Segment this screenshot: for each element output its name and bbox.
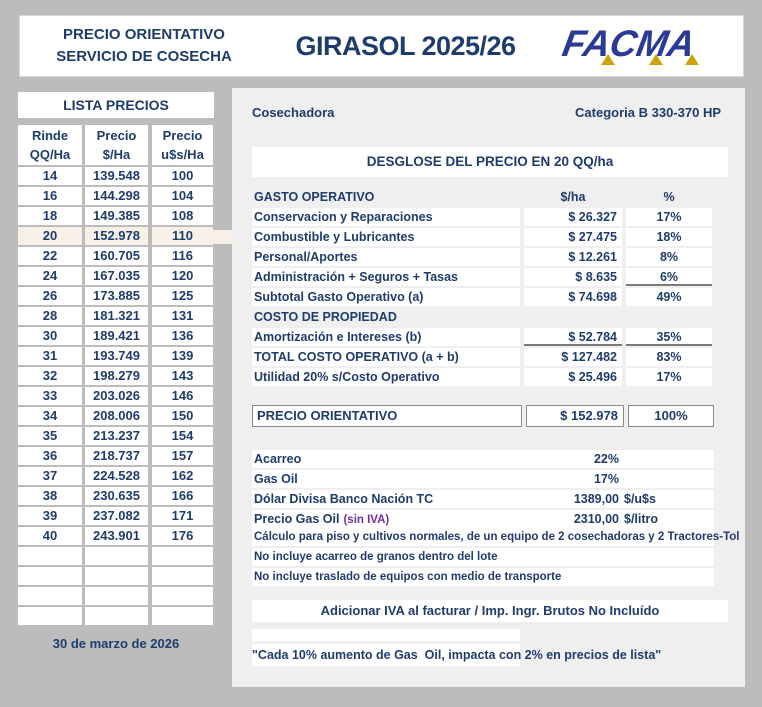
price-cell-rinde: 34	[18, 407, 82, 425]
breakdown-row	[252, 228, 714, 246]
price-row	[18, 187, 214, 205]
row-20-connector-band	[213, 230, 232, 244]
category-label: Categoria B 330-370 HP	[575, 105, 721, 120]
price-cell-rinde: 18	[18, 207, 82, 225]
breakdown-label: Subtotal Gasto Operativo (a)	[252, 288, 520, 306]
price-row	[18, 247, 214, 265]
price-cell-precio-usd: 116	[152, 247, 213, 265]
price-cell-rinde: 33	[18, 387, 82, 405]
breakdown-row	[252, 268, 714, 286]
price-cell-precio-usd: 131	[152, 307, 213, 325]
price-cell-rinde: 30	[18, 327, 82, 345]
price-cell-precio-ars: 167.035	[85, 267, 148, 285]
breakdown-label: Administración + Seguros + Tasas	[252, 268, 520, 286]
price-cell-precio-usd: 136	[152, 327, 213, 345]
param-row	[252, 490, 714, 508]
price-cell-precio-ars: 218.737	[85, 447, 148, 465]
price-cell-precio-ars: 173.885	[85, 287, 148, 305]
facma-logo	[543, 16, 743, 76]
breakdown-pct: 35%	[626, 328, 712, 346]
price-list-header-row	[18, 125, 214, 165]
breakdown-title: DESGLOSE DEL PRECIO EN 20 QQ/ha	[252, 147, 728, 177]
price-col-header-rinde	[18, 125, 82, 165]
price-row	[18, 427, 214, 445]
col-header-line: $/Ha	[102, 147, 131, 162]
breakdown-value: $ 8.635	[524, 268, 622, 286]
price-row	[18, 267, 214, 285]
gold-triangle-icon	[601, 54, 615, 65]
price-row	[18, 227, 214, 245]
price-cell-precio-usd: 104	[152, 187, 213, 205]
price-cell-precio-usd: 150	[152, 407, 213, 425]
empty-cell	[18, 587, 82, 605]
breakdown-value: $ 27.475	[524, 228, 622, 246]
breakdown-pct: 18%	[626, 228, 712, 246]
price-col-header-usd	[152, 125, 213, 165]
precio-orientativo-label: PRECIO ORIENTATIVO	[252, 405, 522, 427]
breakdown-pct: 6%	[626, 268, 712, 286]
price-cell-precio-ars: 193.749	[85, 347, 148, 365]
price-cell-rinde: 35	[18, 427, 82, 445]
price-cell-precio-ars: 198.279	[85, 367, 148, 385]
price-cell-precio-ars: 160.705	[85, 247, 148, 265]
price-cell-rinde: 32	[18, 367, 82, 385]
price-cell-rinde: 26	[18, 287, 82, 305]
price-cell-rinde: 20	[18, 227, 82, 245]
price-cell-precio-usd: 154	[152, 427, 213, 445]
price-row	[18, 407, 214, 425]
price-cell-precio-ars: 149.385	[85, 207, 148, 225]
breakdown-pct: 8%	[626, 248, 712, 266]
breakdown-label: Conservacion y Reparaciones	[252, 208, 520, 226]
gas-oil-quote: "Cada 10% aumento de Gas Oil, impacta con 2% en precios de lista"	[252, 648, 662, 662]
price-row	[18, 467, 214, 485]
param-unit: $/litro	[624, 512, 659, 526]
param-label-suffix: (sin IVA)	[343, 514, 390, 526]
empty-cell	[152, 547, 213, 565]
breakdown-row	[252, 288, 714, 306]
price-cell-rinde: 36	[18, 447, 82, 465]
breakdown-rows	[252, 208, 714, 386]
parameter-rows	[252, 450, 714, 530]
price-cell-precio-usd: 139	[152, 347, 213, 365]
price-list-title: LISTA PRECIOS	[18, 92, 214, 118]
price-row	[18, 367, 214, 385]
document-title	[20, 24, 268, 69]
param-row	[252, 510, 714, 528]
title-line1: PRECIO ORIENTATIVO	[63, 25, 225, 43]
col-header-line: Precio	[96, 128, 137, 143]
precio-orientativo-row	[252, 405, 714, 427]
param-value: 22%	[593, 452, 619, 466]
price-cell-precio-usd: 108	[152, 207, 213, 225]
price-cell-precio-ars: 152.978	[85, 227, 148, 245]
price-cell-precio-ars: 181.321	[85, 307, 148, 325]
price-cell-precio-usd: 166	[152, 487, 213, 505]
price-row	[18, 307, 214, 325]
param-row	[252, 470, 714, 488]
precio-orientativo-value: $ 152.978	[526, 405, 624, 427]
breakdown-row	[252, 328, 714, 346]
price-row-empty	[18, 607, 214, 625]
price-cell-precio-usd: 100	[152, 167, 213, 185]
price-row-empty	[18, 567, 214, 585]
price-row	[18, 507, 214, 525]
breakdown-label: TOTAL COSTO OPERATIVO (a + b)	[252, 348, 520, 366]
price-cell-precio-ars: 243.901	[85, 527, 148, 545]
price-cell-precio-usd: 162	[152, 467, 213, 485]
price-cell-rinde: 28	[18, 307, 82, 325]
empty-cell	[85, 567, 148, 585]
price-cell-rinde: 31	[18, 347, 82, 365]
price-cell-precio-ars: 139.548	[85, 167, 148, 185]
price-row	[18, 447, 214, 465]
param-value: 2310,00	[573, 512, 619, 526]
price-cell-rinde: 39	[18, 507, 82, 525]
empty-cell	[18, 547, 82, 565]
breakdown-pct: 17%	[626, 208, 712, 226]
breakdown-header-label: GASTO OPERATIVO	[254, 190, 375, 204]
price-cell-precio-usd: 171	[152, 507, 213, 525]
breakdown-value: $ 26.327	[524, 208, 622, 226]
price-row-empty	[18, 547, 214, 565]
breakdown-header-pct-col: %	[663, 190, 675, 204]
param-label: Dólar Divisa Banco Nación TC	[254, 492, 434, 506]
price-cell-precio-usd: 120	[152, 267, 213, 285]
price-cell-precio-usd: 143	[152, 367, 213, 385]
breakdown-pct: 17%	[626, 368, 712, 386]
breakdown-header-value-col: $/ha	[560, 190, 586, 204]
price-row	[18, 527, 214, 545]
col-header-line: Rinde	[31, 128, 69, 143]
empty-cell	[152, 567, 213, 585]
price-cell-precio-usd: 110	[152, 227, 213, 245]
param-row	[252, 450, 714, 468]
empty-cell	[18, 567, 82, 585]
price-row	[18, 327, 214, 345]
price-cell-rinde: 40	[18, 527, 82, 545]
param-label: Gas Oil	[254, 472, 298, 486]
price-cell-precio-ars: 189.421	[85, 327, 148, 345]
facma-logo-text: FACMA	[559, 23, 699, 64]
param-unit	[619, 470, 709, 488]
price-row	[18, 387, 214, 405]
header	[19, 15, 744, 77]
param-value: 17%	[593, 472, 619, 486]
price-cell-precio-usd: 176	[152, 527, 213, 545]
price-cell-precio-usd: 146	[152, 387, 213, 405]
list-date: 30 de marzo de 2026	[52, 636, 180, 651]
price-cell-precio-ars: 144.298	[85, 187, 148, 205]
breakdown-row	[252, 248, 714, 266]
breakdown-value: $ 25.496	[524, 368, 622, 386]
machine-row	[252, 105, 721, 120]
price-cell-precio-usd: 125	[152, 287, 213, 305]
breakdown-label: Combustible y Lubricantes	[252, 228, 520, 246]
price-cell-precio-ars: 203.026	[85, 387, 148, 405]
notes	[252, 528, 740, 588]
breakdown-label: Utilidad 20% s/Costo Operativo	[252, 368, 520, 386]
machine-label: Cosechadora	[252, 105, 335, 120]
iva-note: Adicionar IVA al facturar / Imp. Ingr. Brutos No Incluído	[252, 600, 728, 622]
param-unit	[619, 450, 709, 468]
price-cell-rinde: 16	[18, 187, 82, 205]
price-cell-precio-ars: 237.082	[85, 507, 148, 525]
empty-cell	[85, 547, 148, 565]
col-header-line: u$s/Ha	[161, 147, 204, 162]
param-label: Precio Gas Oil (sin IVA)	[254, 512, 390, 526]
price-rows	[18, 167, 214, 625]
breakdown-row	[252, 368, 714, 386]
breakdown-pct: 83%	[626, 348, 712, 366]
price-cell-precio-usd: 157	[152, 447, 213, 465]
empty-cell-strip	[252, 629, 520, 641]
note-line: No incluye traslado de equipos con medio de transporte	[252, 568, 714, 586]
precio-orientativo-pct: 100%	[628, 405, 714, 427]
price-cell-rinde: 14	[18, 167, 82, 185]
price-col-header-ars	[85, 125, 148, 165]
breakdown-section-row	[252, 308, 714, 326]
breakdown-value: $ 127.482	[524, 348, 622, 366]
price-cell-rinde: 24	[18, 267, 82, 285]
price-row	[18, 207, 214, 225]
breakdown-panel	[232, 88, 745, 687]
note-line: No incluye acarreo de granos dentro del lote	[252, 548, 714, 566]
price-cell-rinde: 37	[18, 467, 82, 485]
breakdown-value: $ 74.698	[524, 288, 622, 306]
note-line: Cálculo para piso y cultivos normales, de un equipo de 2 cosechadoras y 2 Tractores-Tol	[252, 528, 714, 546]
empty-cell	[85, 607, 148, 625]
breakdown-value: $ 52.784	[524, 328, 622, 346]
param-label: Acarreo	[254, 452, 302, 466]
empty-cell	[85, 587, 148, 605]
price-cell-rinde: 38	[18, 487, 82, 505]
gold-triangle-icon	[685, 54, 699, 65]
gold-triangle-icon	[649, 54, 663, 65]
price-row	[18, 487, 214, 505]
breakdown-pct: 49%	[626, 288, 712, 306]
breakdown-label: Personal/Aportes	[252, 248, 520, 266]
price-row	[18, 347, 214, 365]
price-row	[18, 287, 214, 305]
empty-cell	[152, 587, 213, 605]
breakdown-header-row	[252, 188, 714, 206]
param-value: 1389,00	[573, 492, 619, 506]
empty-cell	[18, 607, 82, 625]
breakdown-table	[252, 188, 714, 386]
col-header-line: Precio	[162, 128, 203, 143]
title-line2: SERVICIO DE COSECHA	[56, 48, 232, 65]
breakdown-value: $ 12.261	[524, 248, 622, 266]
price-row	[18, 167, 214, 185]
price-cell-precio-ars: 213.237	[85, 427, 148, 445]
price-cell-precio-ars: 208.006	[85, 407, 148, 425]
breakdown-row	[252, 208, 714, 226]
param-unit: $/u$s	[624, 492, 656, 506]
price-cell-rinde: 22	[18, 247, 82, 265]
breakdown-row	[252, 348, 714, 366]
price-list-table	[18, 125, 214, 625]
price-cell-precio-ars: 224.528	[85, 467, 148, 485]
price-cell-precio-ars: 230.635	[85, 487, 148, 505]
col-header-line: QQ/Ha	[29, 147, 71, 162]
price-row-empty	[18, 587, 214, 605]
section-label: COSTO DE PROPIEDAD	[254, 310, 397, 324]
breakdown-label: Amortización e Intereses (b)	[252, 328, 520, 346]
season-title: GIRASOL 2025/26	[295, 30, 516, 61]
empty-cell	[152, 607, 213, 625]
